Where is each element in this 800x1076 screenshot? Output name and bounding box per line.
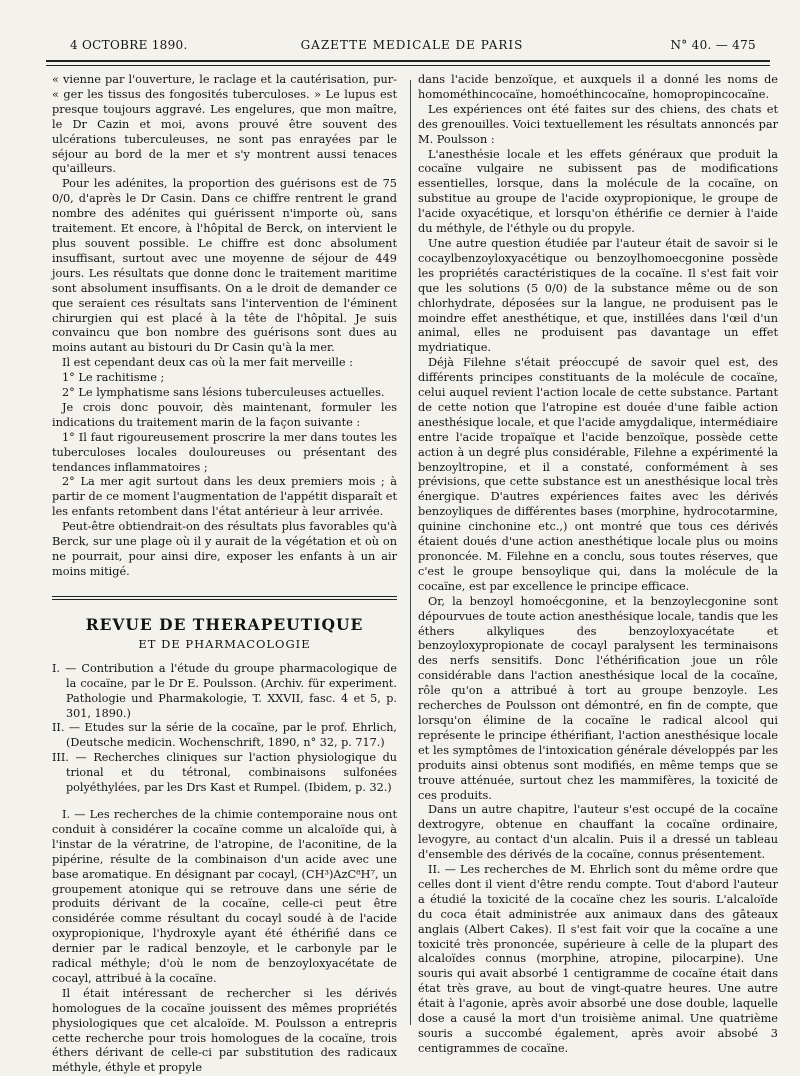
paragraph: 1° Il faut rigoureusement proscrire la mer dans toutes les tuberculoses locales douloureuses ou présentant des tendances inflammatoires ; (52, 430, 397, 474)
paragraph: Pour les adénites, la proportion des guérisons est de 75 0/0, d'après le Dr Casin. Dans ce chiffre rentrent le grand nombre des adénites qui guérissent n'importe où, sans traitement. Et encore, à l'hôpital de Berck, on intervient le plus souvent possible. Le chiffre est donc absolument insuffisant, surtout avec une moyenne de séjour de 449 jours. Les résultats que donne donc le traitement maritime sont absolument insuffisants. On a le droit de demander ce que seraient ces résultats sans l'intervention de l'éminent chirurgien qui est placé à la tête de l'hôpital. Je suis convaincu que bon nombre des guérisons sont dues au moins autant au bistouri du Dr Casin qu'à la mer. (52, 177, 397, 355)
paragraph: Or, la benzoyl homoécgonine, et la benzoylecgonine sont dépourvues de toute action anesthésique locale, tandis que les éthers alkyliques des benzoyloxyacétate et benzoyloxypropionate de cocayl paralysent les terminaisons des nerfs sensitifs. Donc l'éthérification joue un rôle considérable dans l'action anesthésique local de la cocaïne, rôle qu'on a attribué à tort au groupe benzoyle. Les recherches de Poulsson ont démontré, en fin de compte, que lorsqu'on élimine de la cocaïne le radical alcool qui représente le principe éthérifiant, l'action anesthésique locale et les symptômes de l'intoxication générale développés par les produits ainsi obtenus sont modifiés, en même temps que se trouve atténuée, surtout chez les mammifères, la toxicité de ces produits. (418, 594, 778, 802)
reference-entry: II. — Etudes sur la série de la cocaïne, par le prof. Ehrlich, (Deutsche medicin. Wochenschrift, 1890, n° 32, p. 717.) (52, 721, 397, 750)
header-rule-thin (46, 65, 770, 66)
running-header (68, 38, 756, 56)
paragraph: 2° La mer agit surtout dans les deux premiers mois ; à partir de ce moment l'augmentation de l'appétit disparaît et les enfants retombent dans l'état antérieur à leur arrivée. (52, 475, 397, 519)
paragraph: Les expériences ont été faites sur des chiens, des chats et des grenouilles. Voici textuellement les résultats annoncés par M. Poulsson : (418, 102, 778, 146)
paragraph: II. — Les recherches de M. Ehrlich sont du même ordre que celles dont il vient d'être rendu compte. Tout d'abord l'auteur a étudié la toxicité de la cocaïne chez les souris. L'alcaloïde du coca était administrée aux animaux dans des gâteaux anglais (Albert Cakes). Il s'est fait voir que la cocaïne a une toxicité très prononcée, supérieure à celle de la plupart des alcaloïdes connus (morphine, atropine, pilocarpine). Une souris qui avait absorbé 1 centigramme de cocaïne était dans état très grave, au bout de vingt-quatre heures. Une autre était à l'agonie, après avoir absorbé une dose double, laquelle dose a causé la mort d'un troisième animal. Une quatrième souris a succombé également, après avoir absobé 3 centigrammes de cocaïne. (418, 863, 778, 1055)
paragraph: Je crois donc pouvoir, dès maintenant, formuler les indications du traitement marin de la façon suivante : (52, 400, 397, 429)
paragraph: 1° Le rachitisme ; (62, 371, 165, 385)
paragraph: Dans un autre chapitre, l'auteur s'est occupé de la cocaïne dextrogyre, obtenue en chauffant la cocaïne ordinaire, levogyre, au contact d'un alcalin. Puis il a dressé un tableau d'ensemble des dérivés de la cocaïne, connus présentement. (418, 803, 778, 862)
paragraph: 2° Le lymphatisme sans lésions tuberculeuses actuelles. (62, 386, 385, 400)
header-page-number: N° 40. — 475 (670, 38, 756, 52)
paragraph: Déjà Filehne s'était préoccupé de savoir quel est, des différents principes constituants de la molécule de cocaïne, celui auquel revient l'action locale de cette substance. Partant de cette notion que l'atropine est douée d'une faible action anesthésique locale, et que l'acide amygdalique, intermédiaire entre l'acide tropaïque et l'acide benzoïque, possède cette action à un degré plus considérable, Filehne a expérimenté la benzoyltropine, et il a constaté, conformément à ses prévisions, que cette substance est un anesthésique local très énergique. D'autres expériences faites avec les dérivés benzoyliques de différentes bases (morphine, hydrocotarmine, quinine cinchonine etc.,) ont montré que tous ces dérivés étaient doués d'une action anesthétique locale plus ou moins prononcée. M. Filehne en a conclu, sous toutes réserves, que c'est le groupe bensoylique qui, dans la molécule de la cocaïne, est par excellence le principe efficace. (418, 356, 778, 593)
paragraph: I. — Les recherches de la chimie contemporaine nous ont conduit à considérer la cocaïne comme un alcaloïde qui, à l'instar de la vératrine, de l'atropine, de l'aconitine, de la pipérine, résulte de la combinaison d'un acide avec une base aromatique. En désignant par cocayl, (CH³)AzC⁸H⁷, un groupement atonique qui se retrouve dans une série de produits dérivant de la cocaïne, celle-ci peut être considérée comme résultant du cocayl soudé à de l'acide oxypropionique, l'hydroxyle ayant été éthérifié dans ce dernier par le radical benzoyle, et le carbonyle par le radical méthyle; d'où le nom de benzoyloxyacétate de cocayl, attribué à la cocaïne. (52, 807, 397, 985)
paragraph: « vienne par l'ouverture, le raclage et la cautérisation, pur- « ger les tissus des fongosités tuberculoses. » Le lupus est presque toujours aggravé. Les engelures, que mon maître, le Dr Cazin et moi, avons prouvé être souvent des ulcérations tuberculeuses, ne sont pas enrayées par le séjour au bord de la mer et s'y montrent aussi tenaces qu'ailleurs. (52, 73, 397, 176)
section-title: REVUE DE THERAPEUTIQUE (85, 614, 364, 634)
reference-entry: III. — Recherches cliniques sur l'action physiologique du trional et du tétronal, combinaisons sulfonées polyéthylées, par les Drs Kast et Rumpel. (Ibidem, p. 32.) (52, 751, 397, 795)
section-subtitle: ET DE PHARMACOLOGIE (138, 636, 311, 651)
right-column (418, 73, 778, 1055)
paragraph: Il est cependant deux cas où la mer fait merveille : (62, 356, 353, 370)
header-date: 4 OCTOBRE 1890. (70, 38, 188, 52)
paragraph: Une autre question étudiée par l'auteur était de savoir si le cocaylbenzoyloxyacétique ou benzoylhomoecgonine possède les propriétés caractéristiques de la cocaïne. Il s'est fait voir que les solutions (5 0/0) de la substance même ou de son chlorhydrate, déposées sur la langue, ne produisent pas le moindre effet anesthétique, et que, instillées dans l'œil d'un animal, elles ne produisent pas davantage un effet mydriatique. (418, 236, 778, 355)
paragraph: Peut-être obtiendrait-on des résultats plus favorables qu'à Berck, sur une plage où il y aurait de la végétation et où on ne pourrait, pour ainsi dire, exposer les enfants à un air moins mitigé. (52, 520, 397, 578)
reference-entry: I. — Contribution a l'étude du groupe pharmacologique de la cocaïne, par le Dr E. Poulsson. (Archiv. für experiment. Pathologie und Pharmakologie, T. XXVII, fasc. 4 et 5, p. 301, 1890.) (52, 661, 397, 720)
header-rule-thick (46, 60, 770, 62)
column-divider (410, 80, 411, 1025)
header-journal-title: GAZETTE MEDICALE DE PARIS (300, 38, 524, 52)
paragraph: L'anesthésie locale et les effets généraux que produit la cocaïne vulgaire ne subissent pas de modifications essentielles, lorsque, dans la molécule de la cocaïne, on substitue au groupe de l'acide oxypropionique, le groupe de l'acide oxyacétique, et lorsqu'on éthérifie ce dernier à l'aide du méthyle, de l'éthyle ou du propyle. (418, 147, 778, 236)
paragraph: Il était intéressant de rechercher si les dérivés homologues de la cocaïne jouissent des mêmes propriétés physiologiques que cet alcaloïde. M. Poulsson a entrepris cette recherche pour trois homologues de la cocaïne, trois éthers dérivant de celle-ci par substitution des radicaux méthyle, éthyle et propyle (52, 986, 397, 1075)
left-column (52, 73, 397, 1075)
paragraph: dans l'acide benzoïque, et auxquels il a donné les noms de homométhincocaïne, homoéthincocaïne, homopropincocaïne. (418, 73, 778, 101)
